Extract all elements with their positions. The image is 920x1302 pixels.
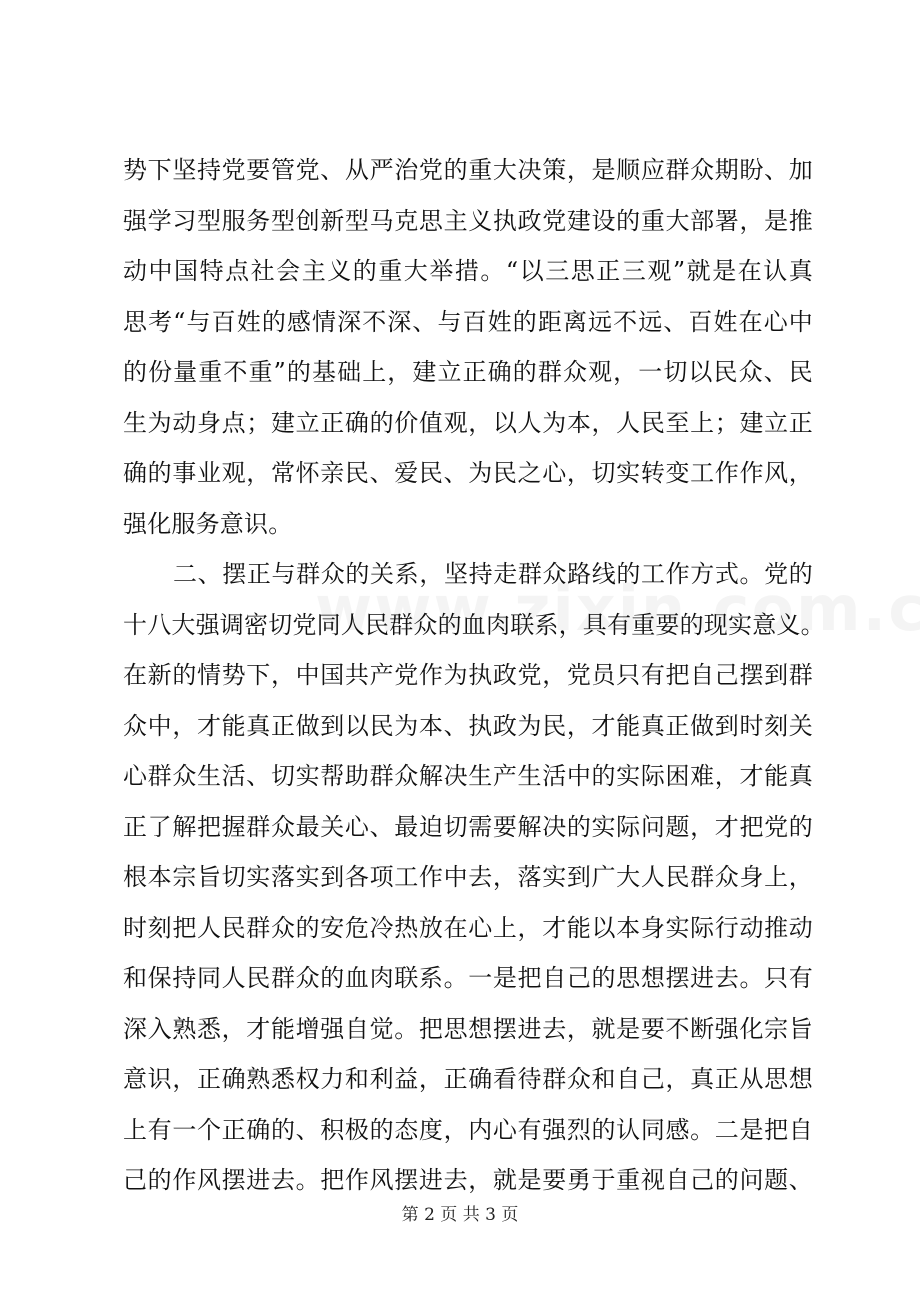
text-line: 根本宗旨切实落实到各项工作中去，落实到广大人民群众身上， — [123, 863, 813, 891]
text-line: 心群众生活、切实帮助群众解决生产生活中的实际困难，才能真 — [123, 762, 813, 790]
text-line: 意识，正确熟悉权力和利益，正确看待群众和自己，真正从思想 — [123, 1065, 813, 1093]
text-line: 生为动身点；建立正确的价值观，以人为本，人民至上；建立正 — [123, 408, 813, 437]
text-line: 众中，才能真正做到以民为本、执政为民，才能真正做到时刻关 — [123, 711, 813, 740]
text-line: 强学习型服务型创新型马克思主义执政党建设的重大部署，是推 — [123, 206, 813, 235]
text-line: 时刻把人民群众的安危冷热放在心上，才能以本身实际行动推动 — [123, 913, 813, 942]
text-line: 思考“与百姓的感情深不深、与百姓的距离远不远、百姓在心中 — [123, 307, 813, 336]
text-line: 上有一个正确的、积极的态度，内心有强烈的认同感。二是把自 — [123, 1115, 813, 1144]
text-line: 深入熟悉，才能增强自觉。把思想摆进去，就是要不断强化宗旨 — [123, 1014, 813, 1043]
text-line: 动中国特点社会主义的重大举措。“以三思正三观”就是在认真 — [123, 257, 813, 285]
paragraph-heading-line: 二、摆正与群众的关系，坚持走群众路线的工作方式。党的 — [173, 560, 813, 588]
text-line: 正了解把握群众最关心、最迫切需要解决的实际问题，才把党的 — [123, 812, 813, 841]
text-line: 强化服务意识。 — [123, 509, 293, 538]
page-number-footer: 第 2 页 共 3 页 — [401, 1205, 519, 1225]
text-line: 和保持同人民群众的血肉联系。一是把自己的思想摆进去。只有 — [123, 964, 813, 992]
body-text — [123, 145, 825, 1206]
text-line: 确的事业观，常怀亲民、爱民、为民之心，切实转变工作作风， — [123, 459, 813, 487]
text-line: 己的作风摆进去。把作风摆进去，就是要勇于重视自己的问题、 — [123, 1166, 813, 1194]
text-line: 的份量重不重”的基础上，建立正确的群众观，一切以民众、民 — [123, 358, 813, 386]
text-line: 在新的情势下，中国共产党作为执政党，党员只有把自己摆到群 — [123, 661, 813, 689]
text-line: 势下坚持党要管党、从严治党的重大决策，是顺应群众期盼、加 — [123, 156, 813, 184]
text-line: 十八大强调密切党同人民群众的血肉联系，具有重要的现实意义。 — [123, 610, 825, 639]
